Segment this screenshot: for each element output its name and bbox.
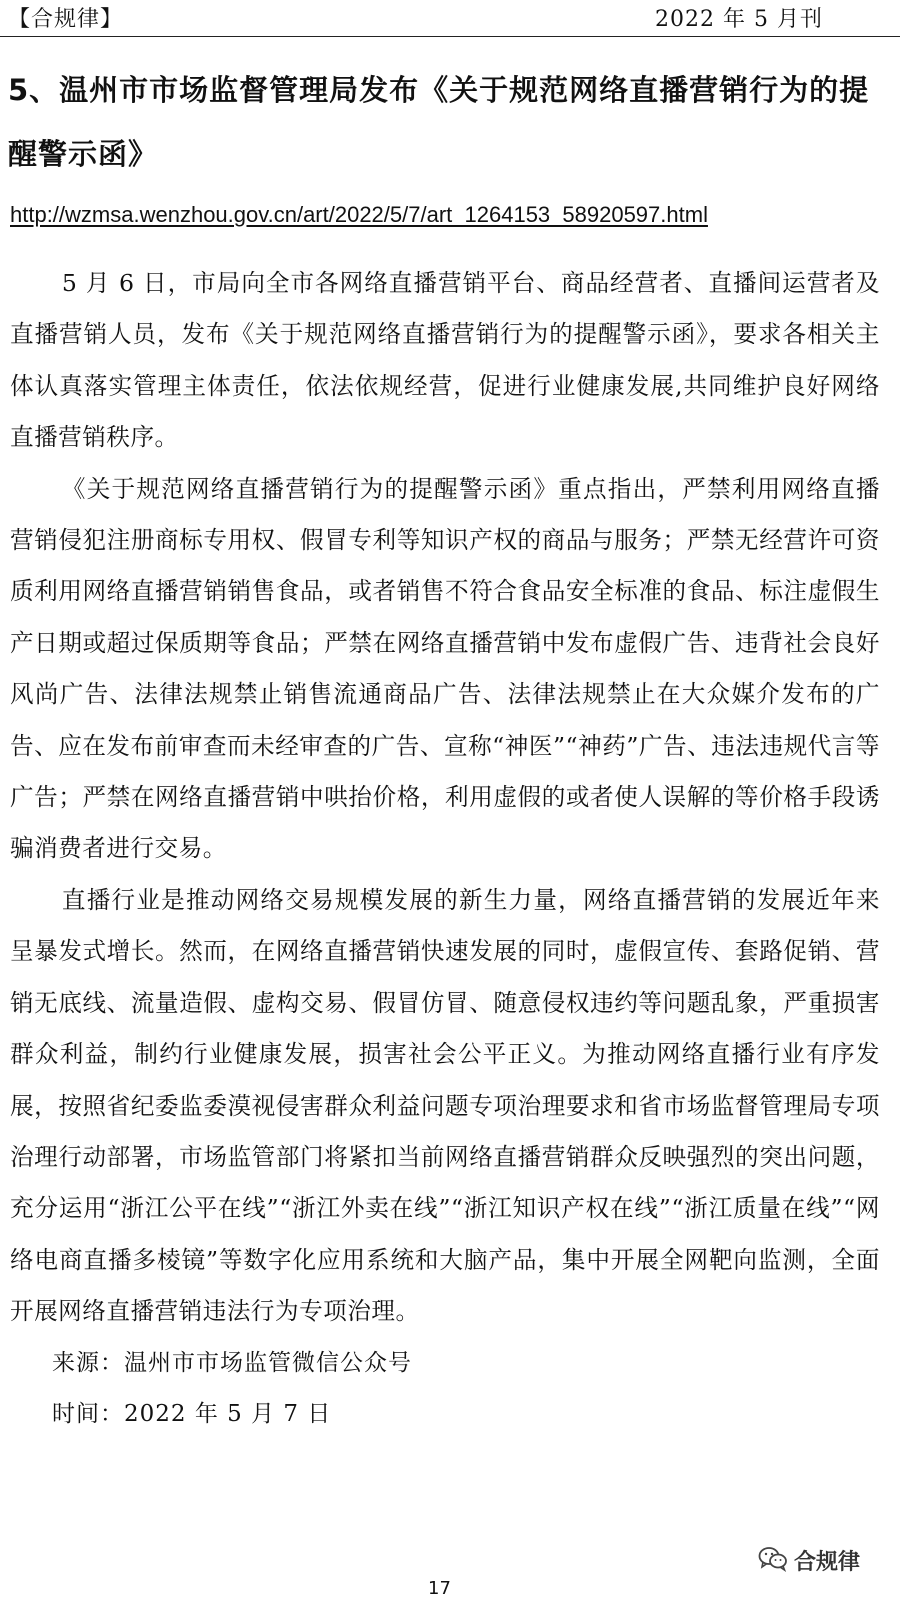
page-header <box>0 0 900 37</box>
page-number: 17 <box>428 1578 451 1599</box>
header-publication: 【合规律】 <box>8 7 124 32</box>
article-body <box>10 258 880 1440</box>
paragraph-1: 5 月 6 日，市局向全市各网络直播营销平台、商品经营者、直播间运营者及直播营销人员，发布《关于规范网络直播营销行为的提醒警示函》，要求各相关主体认真落实管理主体责任，依法依规经营，促进行业健康发展,共同维护良好网络直播营销秩序。 <box>10 269 880 452</box>
article-url-link[interactable]: http://wzmsa.wenzhou.gov.cn/art/2022/5/7/art_1264153_58920597.html <box>10 202 708 227</box>
wechat-icon <box>758 1546 788 1576</box>
watermark-label: 合规律 <box>794 1550 861 1575</box>
paragraph-2: 《关于规范网络直播营销行为的提醒警示函》重点指出，严禁利用网络直播营销侵犯注册商标专用权、假冒专利等知识产权的商品与服务；严禁无经营许可资质利用网络直播营销销售食品，或者销售不符合食品安全标准的食品、标注虚假生产日期或超过保质期等食品；严禁在网络直播营销中发布虚假广告、违背社会良好风尚广告、法律法规禁止销售流通商品广告、法律法规禁止在大众媒介发布的广告、应在发布前审查而未经审查的广告、宣称“神医”“神药”广告、违法违规代言等广告；严禁在网络直播营销中哄抬价格，利用虚假的或者使人误解的等价格手段诱骗消费者进行交易。 <box>10 474 880 863</box>
paragraph-3: 直播行业是推动网络交易规模发展的新生力量，网络直播营销的发展近年来呈暴发式增长。然而，在网络直播营销快速发展的同时，虚假宣传、套路促销、营销无底线、流量造假、虚构交易、假冒仿冒、随意侵权违约等问题乱象，严重损害群众利益，制约行业健康发展，损害社会公平正义。为推动网络直播行业有序发展，按照省纪委监委漠视侵害群众利益问题专项治理要求和省市场监督管理局专项治理行动部署，市场监管部门将紧扣当前网络直播营销群众反映强烈的突出问题，充分运用“浙江公平在线”“浙江外卖在线”“浙江知识产权在线”“浙江质量在线”“网络电商直播多棱镜”等数字化应用系统和大脑产品，集中开展全网靶向监测，全面开展网络直播营销违法行为专项治理。 <box>10 885 880 1326</box>
article-date: 时间：2022 年 5 月 7 日 <box>52 1400 332 1427</box>
article-title: 5、温州市市场监督管理局发布《关于规范网络直播营销行为的提醒警示函》 <box>8 73 870 171</box>
article-source: 来源：温州市市场监管微信公众号 <box>52 1349 412 1376</box>
watermark <box>758 1545 860 1576</box>
header-issue-date: 2022 年 5 月刊 <box>655 7 823 32</box>
